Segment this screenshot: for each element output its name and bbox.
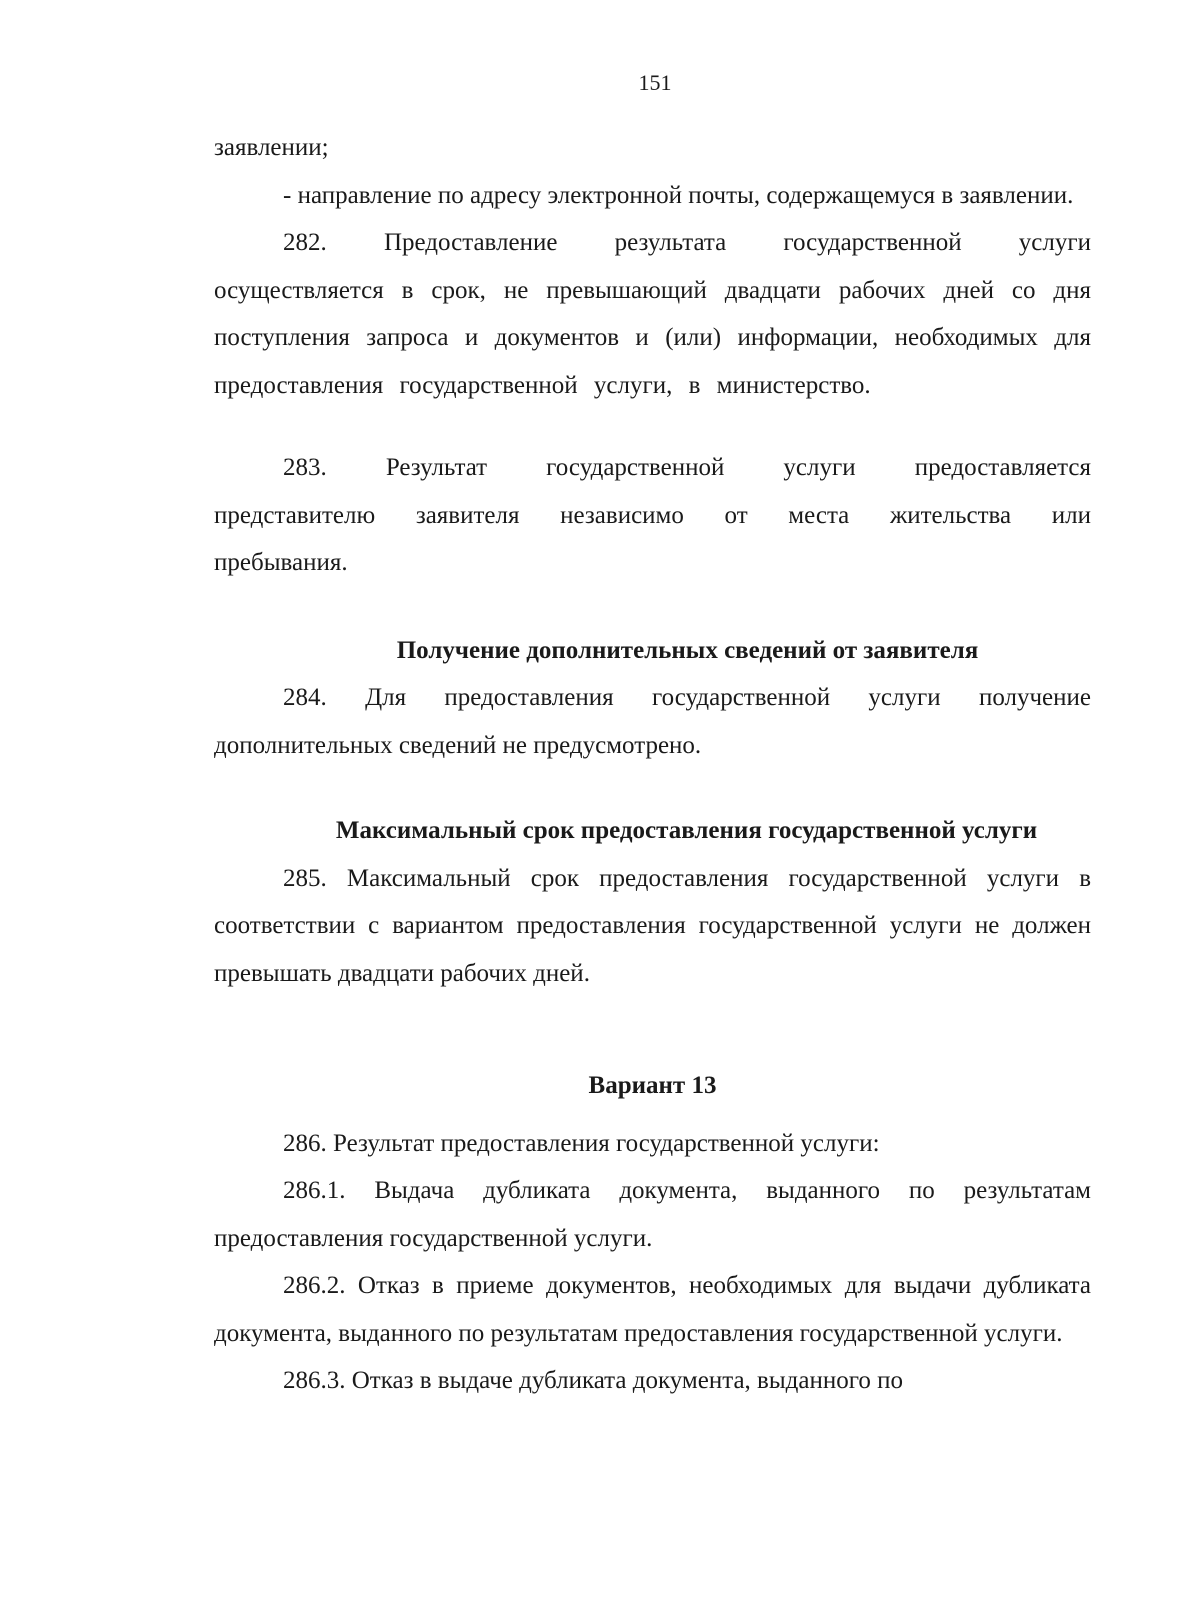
section-heading-max-term: Максимальный срок предоставления государственной услуги [335,817,1038,844]
page-number: 151 [638,70,672,95]
paragraph-286-2: 286.2. Отказ в приеме документов, необходимых для выдачи дубликата документа, выданного по результатам предоставления государственной услуги. [214,1272,1091,1347]
paragraph-285: 285. Максимальный срок предоставления государственной услуги в соответствии с вариантом предоставления государственной услуги не должен превышать двадцати рабочих дней. [214,864,1091,987]
section-heading-variant-13: Вариант 13 [588,1072,717,1099]
paragraph-282: 282. Предоставление результата государственной услуги осуществляется в срок, не превышающий двадцати рабочих дней со дня поступления запроса и документов и (или) информации, необходимых для предоставления государственной услуги, в министерство. [214,229,1091,399]
paragraph-continuation: заявлении; [214,134,329,161]
section-heading-additional-info: Получение дополнительных сведений от заявителя [396,636,979,664]
paragraph-email-delivery: - направление по адресу электронной почты, содержащемуся в заявлении. [283,181,1074,209]
paragraph-286: 286. Результат предоставления государственной услуги: [283,1129,880,1157]
paragraph-283: 283. Результат государственной услуги предоставляется представителю заявителя независимо от места жительства или пребывания. [214,454,1091,576]
paragraph-284: 284. Для предоставления государственной услуги получение дополнительных сведений не предусмотрено. [214,684,1091,759]
document-body [214,124,1091,1405]
spacer [214,409,1091,444]
paragraph-286-3: 286.3. Отказ в выдаче дубликата документа, выданного по [283,1367,903,1394]
paragraph-286-1: 286.1. Выдача дубликата документа, выданного по результатам предоставления государственной услуги. [214,1177,1091,1252]
spacer [214,1110,1091,1120]
